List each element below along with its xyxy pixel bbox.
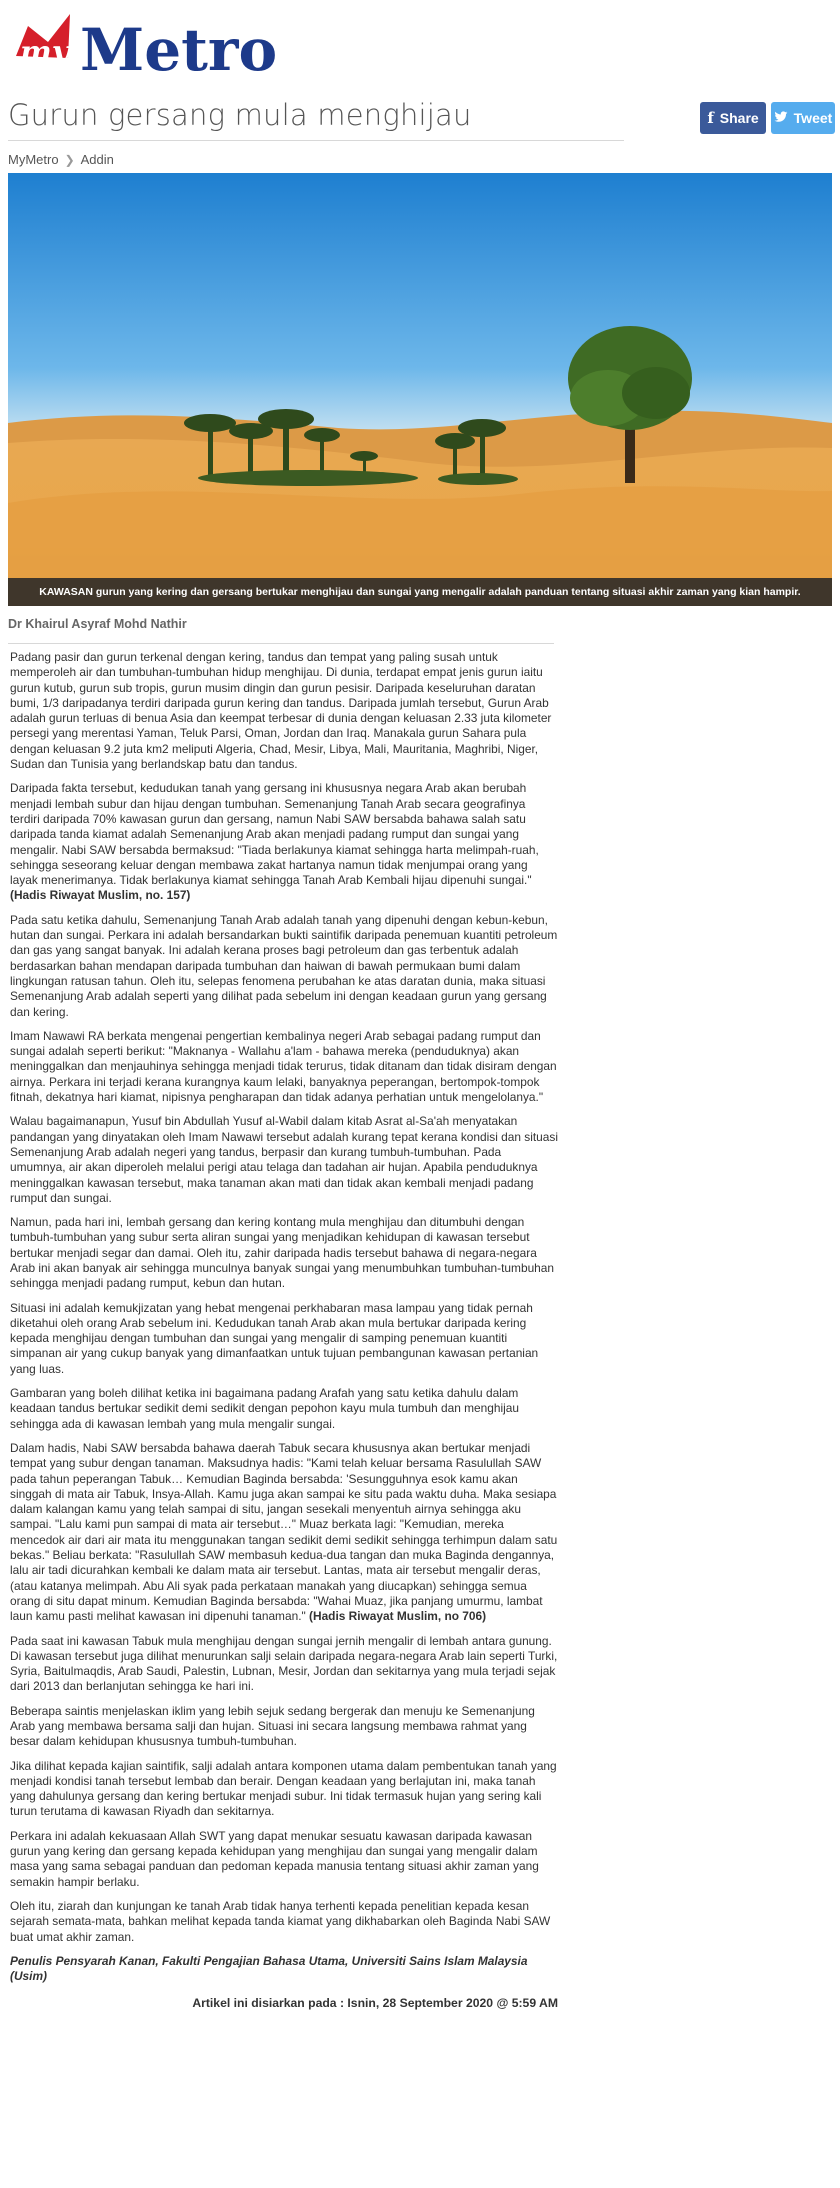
- title-divider: [8, 140, 624, 141]
- hero-image: [8, 173, 832, 606]
- mymetro-logo[interactable]: [8, 8, 308, 86]
- hadith-reference: (Hadis Riwayat Muslim, no. 157): [10, 888, 191, 903]
- paragraph: Dalam hadis, Nabi SAW bersabda bahawa daerah Tabuk secara khususnya akan bertukar menjadi tempat yang subur dengan tanaman. Maksudnya hadis: "Kami telah keluar bersama Rasulullah SAW pada tahun peperangan Tabuk… Kemudian Baginda bersabda: 'Sesungguhnya esok kamu akan singgah di mata air Tabuk, Insya-Allah. Kamu juga akan sampai ke situ pada waktu duha. Maka sesiapa dalam kalangan kamu yang telah sampai di situ, jangan sesekali menyentuh airnya sehingga aku sampai. "Lalu kami pun sampai di mata air tersebut…" Muaz berkata lagi: "Kemudian, mereka mencedok air dari air mata itu menggunakan tangan sedikit demi sedikit sehingga terhimpun dalam satu bekas." Beliau berkata: "Rasulullah SAW membasuh kedua-dua tangan dan muka Baginda dengannya, lalu air tadi dicurahkan kembali ke dalam mata air tersebut. Lantas, mata air tersebut mengalir deras, (atau katanya melimpah. Abu Ali syak pada perkataan manakah yang diucapkan) sehingga semua orang di situ dapat minum. Kemudian Baginda bersabda: "Wahai Muaz, jika panjang umurmu, lambat laun kamu pasti melihat kawasan ini dipenuhi tanaman." (Hadis Riwayat Muslim, no 706): [10, 1440, 558, 1624]
- facebook-share-button[interactable]: [700, 102, 766, 134]
- paragraph: Walau bagaimanapun, Yusuf bin Abdullah Yusuf al-Wabil dalam kitab Asrat al-Sa'ah menyatakan pandangan yang dinyatakan oleh Imam Nawawi tersebut adalah kurang tepat kerana kondisi dan situasi Semenanjung Arab adalah negeri yang tandus, berpasir dan kurang tumbuh-tumbuhan. Pada umumnya, air akan diperoleh melalui perigi atau telaga dan tadahan air hujan. Apabila penduduknya meninggalkan kawasan tersebut, maka tanaman akan mati dan tidak akan kembali menjadi padang rumput dan sungai.: [10, 1114, 558, 1205]
- logo-name: Metro: [80, 16, 278, 84]
- paragraph: Daripada fakta tersebut, kedudukan tanah yang gersang ini khususnya negara Arab akan berubah menjadi lembah subur dan hijau dengan tumbuhan. Semenanjung Tanah Arab secara geografinya terdiri daripada 70% kawasan gurun dan gersang, namun Nabi SAW bersabda bahawa salah satu daripada tanda kiamat adalah Semenanjung Arab akan menjadi padang rumput dan sungai yang mengalir. Nabi SAW bersabda bermaksud: "Tiada berlakunya kiamat sehingga harta melimpah-ruah, sehingga seseorang keluar dengan membawa zakat hartanya namun tidak menjumpai orang yang layak menerimanya. Tidak berlakunya kiamat sehingga Tanah Arab Kembali hijau dipenuhi sungai." (Hadis Riwayat Muslim, no. 157): [10, 781, 539, 903]
- hero-caption: KAWASAN gurun yang kering dan gersang bertukar menghijau dan sungai yang mengalir adalah panduan tentang situasi akhir zaman yang kian hampir.: [8, 578, 832, 606]
- paragraph: Pada saat ini kawasan Tabuk mula menghijau dengan sungai jernih mengalir di lembah antara gunung. Di kawasan tersebut juga dilihat menurunkan salji selain daripada negara-negara Arab lain seperti Turki, Syria, Baitulmaqdis, Arab Saudi, Palestin, Lubnan, Mesir, Jordan dan sekitarnya yang mula terjadi sejak dari 2013 dan berlanjutan sehingga ke hari ini.: [10, 1633, 558, 1694]
- breadcrumb: [8, 152, 114, 167]
- twitter-icon: [774, 110, 788, 126]
- chevron-right-icon: ❯: [64, 152, 75, 167]
- breadcrumb-section[interactable]: Addin: [80, 152, 114, 167]
- logo-prefix: my: [20, 35, 70, 70]
- facebook-share-label: Share: [719, 110, 759, 126]
- author-byline: Dr Khairul Asyraf Mohd Nathir: [8, 617, 187, 631]
- published-date: Artikel ini disiarkan pada : Isnin, 28 September 2020 @ 5:59 AM: [192, 1996, 558, 2011]
- article-body: [10, 650, 558, 2021]
- hadith-reference: (Hadis Riwayat Muslim, no 706): [305, 1609, 487, 1624]
- paragraph: Jika dilihat kepada kajian saintifik, salji adalah antara komponen utama dalam pembentukan tanah yang menjadi kondisi tanah tersebut lembab dan berair. Dengan keadaan yang berlajutan ini, maka tanah yang dahulunya gersang dan kering bertukar menjadi subur. Ini tidak termasuk hujan yang sering kali turun terutama di kawasan Riyadh dan sekitarnya.: [10, 1758, 557, 1819]
- breadcrumb-home[interactable]: MyMetro: [8, 152, 59, 167]
- paragraph: Padang pasir dan gurun terkenal dengan kering, tandus dan tempat yang paling susah untuk memperoleh air dan tumbuhan-tumbuhan hidup menghijau. Di dunia, terdapat empat jenis gurun iaitu gurun kutub, gurun sub tropis, gurun musim dingin dan gurun pesisir. Daripada keseluruhan daratan bumi, 1/3 daripadanya terdiri daripada gurun kering dan tandus. Daripada jumlah tersebut, Gurun Arab adalah gurun terluas di benua Asia dan keempat terbesar di dunia dengan keluasan 2.33 juta kilometer persegi yang merentasi Yaman, Teluk Parsi, Oman, Jordan dan Iraq. Manakala gurun Sahara pula dengan keluasan 9.2 juta km2 meliputi Algeria, Chad, Mesir, Libya, Mali, Mauritania, Maghribi, Niger, Sudan dan Tunisia yang berlandskap batu dan tandus.: [10, 650, 552, 772]
- twitter-tweet-label: Tweet: [793, 110, 833, 126]
- author-bio: Penulis Pensyarah Kanan, Fakulti Pengajian Bahasa Utama, Universiti Sains Islam Malaysia (Usim): [10, 1953, 528, 1984]
- facebook-icon: f: [707, 109, 714, 127]
- paragraph: Beberapa saintis menjelaskan iklim yang lebih sejuk sedang bergerak dan menuju ke Semenanjung Arab yang membawa bersama salji dan hujan. Situasi ini secara langsung membawa rahmat yang besar dalam kehidupan khususnya tumbuh-tumbuhan.: [10, 1703, 535, 1749]
- paragraph: Oleh itu, ziarah dan kunjungan ke tanah Arab tidak hanya terhenti kepada penelitian kepada kesan sejarah semata-mata, bahkan melihat kepada tanda kiamat yang dikhabarkan oleh Baginda Nabi SAW buat umat akhir zaman.: [10, 1898, 551, 1944]
- page-title: Gurun gersang mula menghijau: [8, 98, 472, 132]
- twitter-tweet-button[interactable]: [771, 102, 835, 134]
- paragraph: Situasi ini adalah kemukjizatan yang hebat mengenai perkhabaran masa lampau yang tidak pernah diketahui oleh orang Arab sebelum ini. Kedudukan tanah Arab akan mula bertukar daripada kering kepada menghijau dengan tumbuhan dan sungai yang mengalir di samping penemuan kuantiti simpanan air yang cukup banyak yang dimanfaatkan untuk tujuan pembangunan kawasan pertanian yang luas.: [10, 1300, 539, 1376]
- paragraph: Pada satu ketika dahulu, Semenanjung Tanah Arab adalah tanah yang dipenuhi dengan kebun-kebun, hutan dan sungai. Perkara ini adalah bersandarkan bukti saintifik daripada penemuan kuantiti petroleum dan gas yang sangat banyak. Ini adalah kerana proses bagi petroleum dan gas terbentuk adalah berdasarkan bahan mendapan daripada tumbuhan dan haiwan di bawah permukaan bumi dalam lingkungan ratusan tahun. Oleh itu, selepas fenomena perubahan ke atas daratan dunia, maka situasi Semenanjung Arab adalah seperti yang dilihat pada sebelum ini dengan keadaan gurun yang gersang dan kering.: [10, 912, 558, 1019]
- author-divider: [8, 643, 554, 644]
- paragraph: Imam Nawawi RA berkata mengenai pengertian kembalinya negeri Arab sebagai padang rumput dan sungai adalah seperti berikut: "Maknanya - Wallahu a'lam - bahawa mereka (penduduknya) akan meninggalkan dan menjauhinya sehingga menjadi tidak terurus, tidak ditanam dan tidak disiram dengan airnya. Perkara ini terjadi kerana kurangnya kaum lelaki, banyaknya peperangan, bertompok-tompok fitnah, dekatnya hari kiamat, nipisnya pengharapan dan tidak adanya perhatian untuk mengelolanya.": [10, 1028, 557, 1105]
- paragraph: Perkara ini adalah kekuasaan Allah SWT yang dapat menukar sesuatu kawasan daripada kawasan gurun yang kering dan gersang kepada kehidupan yang menghijau dan sungai yang mengalir dalam masa yang sama sebagai panduan dan pedoman kepada manusia tentang situasi akhir zaman yang semakin hampir berlaku.: [10, 1828, 539, 1889]
- paragraph: Gambaran yang boleh dilihat ketika ini bagaimana padang Arafah yang satu ketika dahulu dalam keadaan tandus bertukar sedikit demi sedikit dengan pepohon kayu mula tumbuh dan menghijau sehingga ada di kawasan lembah yang mula mengalir sungai.: [10, 1386, 519, 1431]
- paragraph: Namun, pada hari ini, lembah gersang dan kering kontang mula menghijau dan ditumbuhi dengan tumbuh-tumbuhan yang subur serta aliran sungai yang menjadikan kehidupan di kawasan tersebut bertukar menjadi segar dan damai. Oleh itu, zahir daripada hadis tersebut bahawa di negara-negara Arab ini akan banyak air sehingga munculnya banyak sungai yang menumbuhkan tumbuhan-tumbuhan sehingga menjadi padang rumput, kebun dan hutan.: [10, 1215, 555, 1291]
